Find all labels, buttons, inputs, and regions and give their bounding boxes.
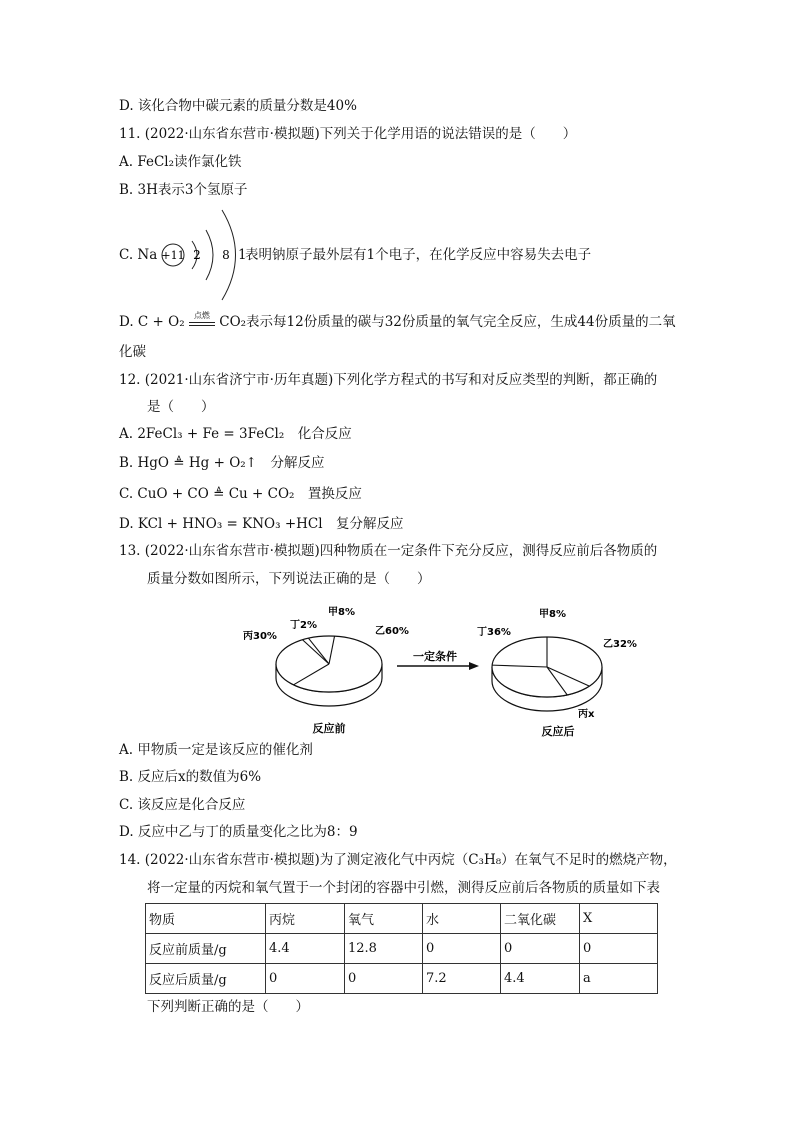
- table-cell: 7.2: [423, 964, 501, 994]
- reaction-arrow-head: [469, 662, 479, 670]
- table-cell: 0: [423, 934, 501, 964]
- q12-option-b: B. HgO ≜ Hg + O₂↑ 分解反应: [119, 455, 325, 471]
- q13-stem-cont: 质量分数如图所示，下列说法正确的是（ ）: [147, 571, 431, 587]
- after-slice-label-3: 丙x: [578, 709, 595, 720]
- q12-stem: 12. (2021·山东省济宁市·历年真题)下列化学方程式的书写和对反应类型的判断，都正确的: [119, 372, 658, 388]
- sodium-atom-diagram: [159, 208, 249, 304]
- table-cell: X: [580, 904, 658, 934]
- q12-stem-cont: 是（ ）: [147, 399, 215, 415]
- table-cell: 物质: [146, 904, 266, 934]
- table-cell: 4.4: [501, 964, 580, 994]
- table-cell: 0: [501, 934, 580, 964]
- after-slice-label-2: 乙32%: [603, 639, 637, 650]
- mass-table: [145, 903, 658, 994]
- q11-option-d: [119, 313, 676, 331]
- table-cell: 反应后质量/g: [146, 964, 266, 994]
- after-slice-label-0: 丁36%: [477, 627, 511, 638]
- after-label: 反应后: [541, 725, 575, 738]
- q11-stem: 11. (2022·山东省东营市·模拟题)下列关于化学用语的说法错误的是（ ）: [119, 126, 577, 142]
- table-cell: 0: [580, 934, 658, 964]
- q13-option-c: C. 该反应是化合反应: [119, 797, 246, 813]
- q14-tail: 下列判断正确的是（ ）: [147, 999, 309, 1015]
- after-slice-label-1: 甲8%: [539, 609, 566, 620]
- q11-option-c: [119, 208, 679, 304]
- table-row: [146, 964, 658, 994]
- pie-after-reaction: [477, 608, 637, 720]
- table-cell: 0: [345, 964, 423, 994]
- reaction-condition: [189, 313, 215, 326]
- q12-option-d: D. KCl + HNO₃ = KNO₃ +HCl 复分解反应: [119, 516, 404, 532]
- before-slice-label-1: 丁2%: [290, 620, 317, 631]
- q11-option-a: A. FeCl₂读作氯化铁: [119, 154, 242, 170]
- q14-stem-cont: 将一定量的丙烷和氧气置于一个封闭的容器中引燃，测得反应前后各物质的质量如下表: [147, 880, 660, 896]
- before-slice-label-2: 甲8%: [328, 607, 355, 618]
- q11-c-text: 表明钠原子最外层有1个电子，在化学反应中容易失去电子: [245, 247, 592, 263]
- before-label: 反应前: [312, 722, 346, 735]
- q11-option-b: B. 3H表示3个氢原子: [119, 182, 248, 198]
- table-row: [146, 934, 658, 964]
- arrow-label: 一定条件: [413, 650, 457, 663]
- q11-option-d-cont: 化碳: [119, 344, 146, 360]
- atom-nucleus-label: +11: [161, 249, 185, 262]
- table-cell: 氧气: [345, 904, 423, 934]
- q11-d-text: CO₂表示每12份质量的碳与32份质量的氧气完全反应，生成44份质量的二氧: [219, 314, 676, 330]
- table-cell: 12.8: [345, 934, 423, 964]
- q13-option-a: A. 甲物质一定是该反应的催化剂: [119, 742, 313, 758]
- q14-stem: 14. (2022·山东省东营市·模拟题)为了测定液化气中丙烷（C₃H₈）在氧气不足时的燃烧产物，: [119, 852, 677, 868]
- q11-d-prefix: D. C + O₂: [119, 314, 185, 330]
- q12-option-a: A. 2FeCl₃ + Fe = 3FeCl₂ 化合反应: [119, 426, 352, 442]
- table-cell: 二氧化碳: [501, 904, 580, 934]
- atom-shell-2: 8: [222, 248, 230, 262]
- q11-c-shell-3: 1: [238, 247, 247, 263]
- table-cell: 4.4: [266, 934, 345, 964]
- q11-c-prefix: C. Na: [119, 247, 158, 263]
- table-cell: 反应前质量/g: [146, 934, 266, 964]
- before-slice-label-3: 乙60%: [375, 626, 409, 637]
- mass-fraction-pie-figure: [225, 602, 637, 740]
- before-slice-label-0: 丙30%: [243, 631, 277, 642]
- q12-option-c: C. CuO + CO ≜ Cu + CO₂ 置换反应: [119, 486, 362, 502]
- q13-option-d: D. 反应中乙与丁的质量变化之比为8：9: [119, 824, 358, 840]
- pie-before-reaction: [243, 606, 409, 706]
- table-header-row: [146, 904, 658, 934]
- atom-shell-1: 2: [193, 248, 201, 262]
- table-cell: a: [580, 964, 658, 994]
- table-cell: 水: [423, 904, 501, 934]
- q10-option-d: D. 该化合物中碳元素的质量分数是40%: [119, 98, 357, 114]
- q13-stem: 13. (2022·山东省东营市·模拟题)四种物质在一定条件下充分反应，测得反应前后各物质的: [119, 543, 658, 559]
- table-cell: 丙烷: [266, 904, 345, 934]
- q13-option-b: B. 反应后x的数值为6%: [119, 769, 262, 785]
- condition-label: 点燃: [193, 311, 210, 320]
- table-cell: 0: [266, 964, 345, 994]
